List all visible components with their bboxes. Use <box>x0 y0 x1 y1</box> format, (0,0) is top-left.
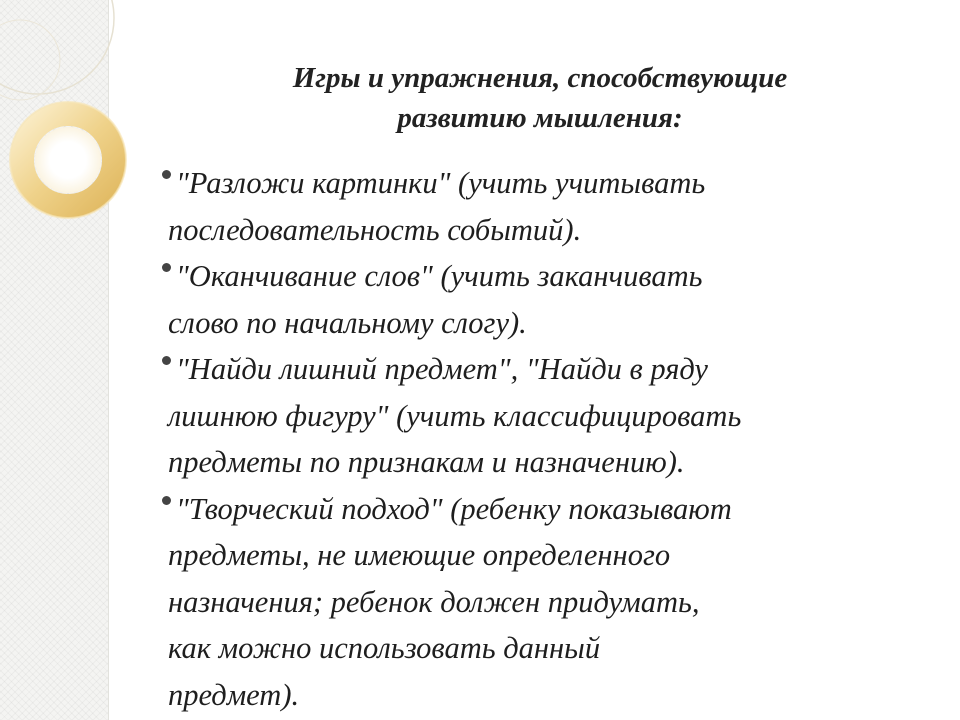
thin-ring-large <box>0 0 114 94</box>
list-item <box>168 160 928 253</box>
list-item-line: назначения; ребенок должен придумать, <box>168 584 700 619</box>
list-item <box>168 346 928 486</box>
list-item-line: "Творческий подход" (ребенку показывают <box>176 491 732 526</box>
bullet-icon <box>162 263 171 272</box>
list-item-line: предметы, не имеющие определенного <box>168 538 671 572</box>
list-item-line: предмет). <box>168 677 300 712</box>
list-item-line: слово по начальному слогу). <box>168 305 527 340</box>
list-item-line: лишнюю фигуру" (учить классифицировать <box>168 398 742 433</box>
bullet-icon <box>162 356 171 365</box>
title-line-1: Игры и упражнения, способствующие <box>292 62 788 94</box>
bullet-icon <box>162 496 171 505</box>
list-item <box>168 253 928 346</box>
decorative-rings <box>0 0 140 280</box>
list-item <box>168 486 928 719</box>
list-item-line: как можно использовать данный <box>168 631 601 665</box>
slide-title <box>170 58 910 138</box>
list-item-line: предметы по признакам и назначению). <box>168 445 685 479</box>
list-item-line: "Разложи картинки" (учить учитывать <box>176 166 706 200</box>
gold-ring-inner <box>35 127 101 193</box>
list-item-line: "Оканчивание слов" (учить заканчивать <box>176 259 703 293</box>
bullet-icon <box>162 170 171 179</box>
title-line-2: развитию мышления: <box>397 102 683 134</box>
game-list <box>168 160 928 718</box>
list-item-line: "Найди лишний предмет", "Найди в ряду <box>176 352 708 386</box>
list-item-line: последовательность событий). <box>168 212 582 247</box>
